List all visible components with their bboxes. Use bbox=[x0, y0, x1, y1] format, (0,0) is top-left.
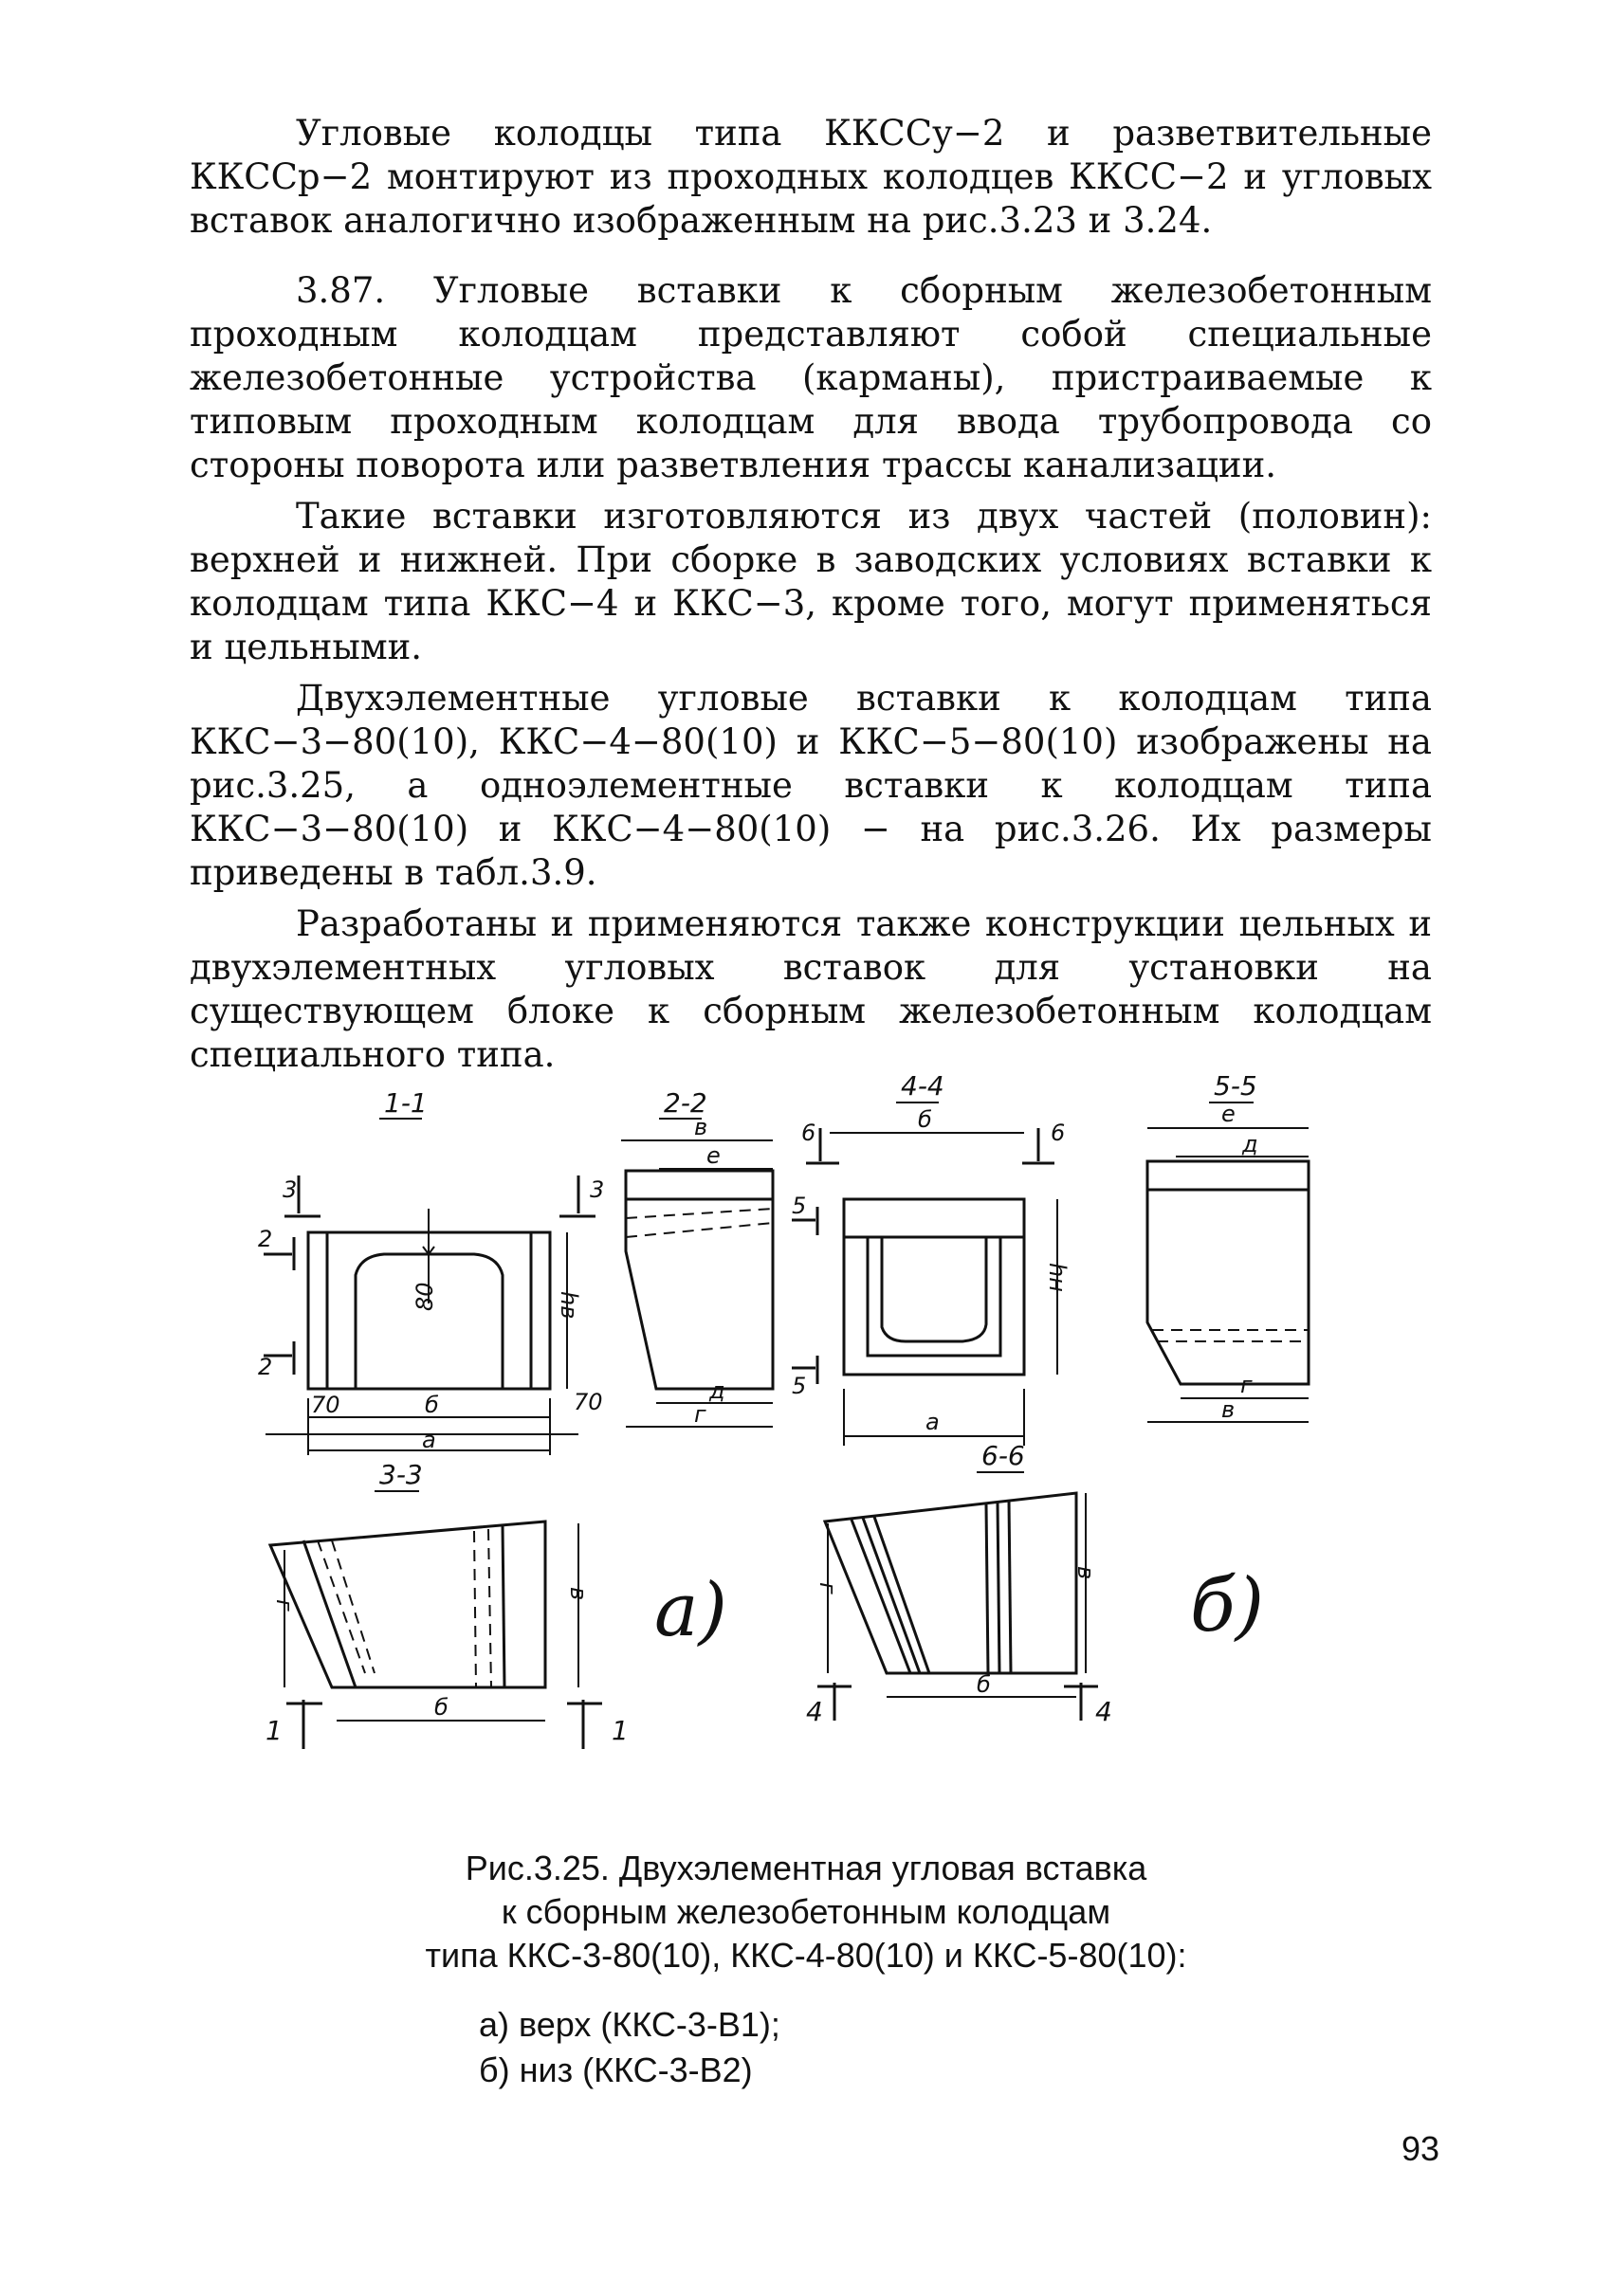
section-4-4 bbox=[792, 1070, 1071, 1446]
dim-80: 80 bbox=[412, 1282, 438, 1311]
marker-3-left: 3 bbox=[283, 1176, 298, 1203]
dim-g-6-6: г bbox=[815, 1582, 841, 1594]
paragraph-4: Двухэлементные угловые вставки к колодцам типа ККС−3−80(10), ККС−4−80(10) и ККС−5−80(10) изображены на рис.3.25, а одноэлементные вставки к колодцам типа ККС−3−80(10) и ККС−4−80(10) − на рис.3.26. Их размеры приведены в табл.3.9. bbox=[190, 678, 1432, 893]
caption-line-1: Рис.3.25. Двухэлементная угловая вставка bbox=[465, 1849, 1147, 1887]
section-2-2-outline bbox=[626, 1171, 773, 1389]
section-3-3 bbox=[266, 1459, 727, 1749]
label-section-2-2: 2-2 bbox=[664, 1087, 707, 1119]
dim-g-3-3: г bbox=[271, 1599, 298, 1612]
dim-e-2-2: е bbox=[706, 1142, 721, 1169]
marker-2-bottom: 2 bbox=[258, 1354, 273, 1380]
figure-caption bbox=[237, 1847, 1375, 1977]
paragraph-5: Разработаны и применяются также конструкции цельных и двухэлементных угловых вставок для установки на существующем блоке к сборным железобетонным колодцам специального типа. bbox=[190, 903, 1432, 1075]
marker-6-left: 6 bbox=[801, 1120, 816, 1146]
marker-5-bottom: 5 bbox=[792, 1373, 807, 1399]
label-section-1-1: 1-1 bbox=[384, 1087, 428, 1119]
dim-v-5-5: в bbox=[1221, 1396, 1236, 1423]
section-1-1 bbox=[258, 1087, 604, 1455]
label-section-3-3: 3-3 bbox=[379, 1459, 423, 1490]
dim-b-4-4: б bbox=[918, 1106, 932, 1133]
dim-a-1-1: а bbox=[422, 1427, 436, 1453]
paragraph-2: 3.87. Угловые вставки к сборным железобетонным проходным колодцам представляют собой специальные железобетонные устройства (карманы), пристраиваемые к типовым проходным колодцам для ввода трубопровода со стороны поворота или разветвления трассы канализации. bbox=[190, 270, 1432, 485]
marker-6-right: 6 bbox=[1051, 1120, 1066, 1146]
figure-3-25 bbox=[256, 1066, 1413, 1806]
paragraph-1: Угловые колодцы типа ККССу−2 и разветвительные ККССр−2 монтируют из проходных колодцев ККСС−2 и угловых вставок аналогично изображенным на рис.3.23 и 3.24. bbox=[190, 113, 1432, 241]
marker-4-left: 4 bbox=[806, 1696, 823, 1727]
dim-70-right: 70 bbox=[574, 1389, 603, 1415]
dim-g-5-5: г bbox=[1240, 1372, 1253, 1398]
marker-1-left: 1 bbox=[266, 1715, 283, 1746]
dim-d-2-2: д bbox=[709, 1377, 725, 1404]
marker-2-top: 2 bbox=[258, 1226, 273, 1252]
caption-line-2: к сборным железобетонным колодцам bbox=[501, 1892, 1111, 1931]
technical-drawing bbox=[256, 1066, 1413, 1806]
section-2-2 bbox=[621, 1087, 773, 1428]
dim-v-6-6: в bbox=[1072, 1566, 1099, 1580]
dim-a-4-4: а bbox=[925, 1409, 940, 1435]
section-5-5 bbox=[1147, 1070, 1309, 1423]
section-4-4-outline bbox=[844, 1199, 1024, 1375]
caption-item-b: б) низ (ККС-3-В2) bbox=[479, 2050, 753, 2089]
dim-hn: hн bbox=[1044, 1263, 1071, 1292]
paragraph-3: Такие вставки изготовляются из двух частей (половин): верхней и нижней. При сборке в заводских условиях вставки к колодцам типа ККС−4 и ККС−3, кроме того, могут применяться и цельными. bbox=[190, 496, 1432, 667]
part-b-label: б) bbox=[1190, 1563, 1265, 1649]
marker-3-right: 3 bbox=[590, 1176, 605, 1203]
label-section-5-5: 5-5 bbox=[1214, 1070, 1257, 1102]
dim-v-3-3: в bbox=[565, 1587, 592, 1601]
caption-line-3: типа ККС-3-80(10), ККС-4-80(10) и ККС-5-80(10): bbox=[425, 1936, 1187, 1975]
section-6-6 bbox=[806, 1440, 1264, 1727]
dim-v-2-2: в bbox=[694, 1114, 708, 1140]
label-section-6-6: 6-6 bbox=[981, 1440, 1025, 1471]
caption-items bbox=[479, 2002, 780, 2093]
marker-1-right: 1 bbox=[612, 1715, 629, 1746]
part-a-label: а) bbox=[654, 1568, 727, 1653]
dim-hv: hв bbox=[556, 1291, 582, 1320]
section-5-5-outline bbox=[1147, 1161, 1309, 1384]
body-text bbox=[190, 112, 1432, 1077]
caption-item-a: а) верх (ККС-3-В1); bbox=[479, 2005, 780, 2044]
dim-g-2-2: г bbox=[694, 1401, 706, 1428]
dim-70-left: 70 bbox=[311, 1392, 340, 1418]
marker-4-right: 4 bbox=[1095, 1696, 1112, 1727]
dim-b-6-6: б bbox=[977, 1671, 991, 1698]
dim-b-3-3: б bbox=[434, 1694, 449, 1721]
dim-b-1-1: б bbox=[425, 1392, 439, 1418]
dim-e-5-5: е bbox=[1221, 1101, 1236, 1127]
label-section-4-4: 4-4 bbox=[901, 1070, 944, 1102]
page-number: 93 bbox=[1401, 2129, 1440, 2168]
dim-d-5-5: д bbox=[1242, 1131, 1258, 1157]
marker-5-top: 5 bbox=[792, 1193, 807, 1219]
